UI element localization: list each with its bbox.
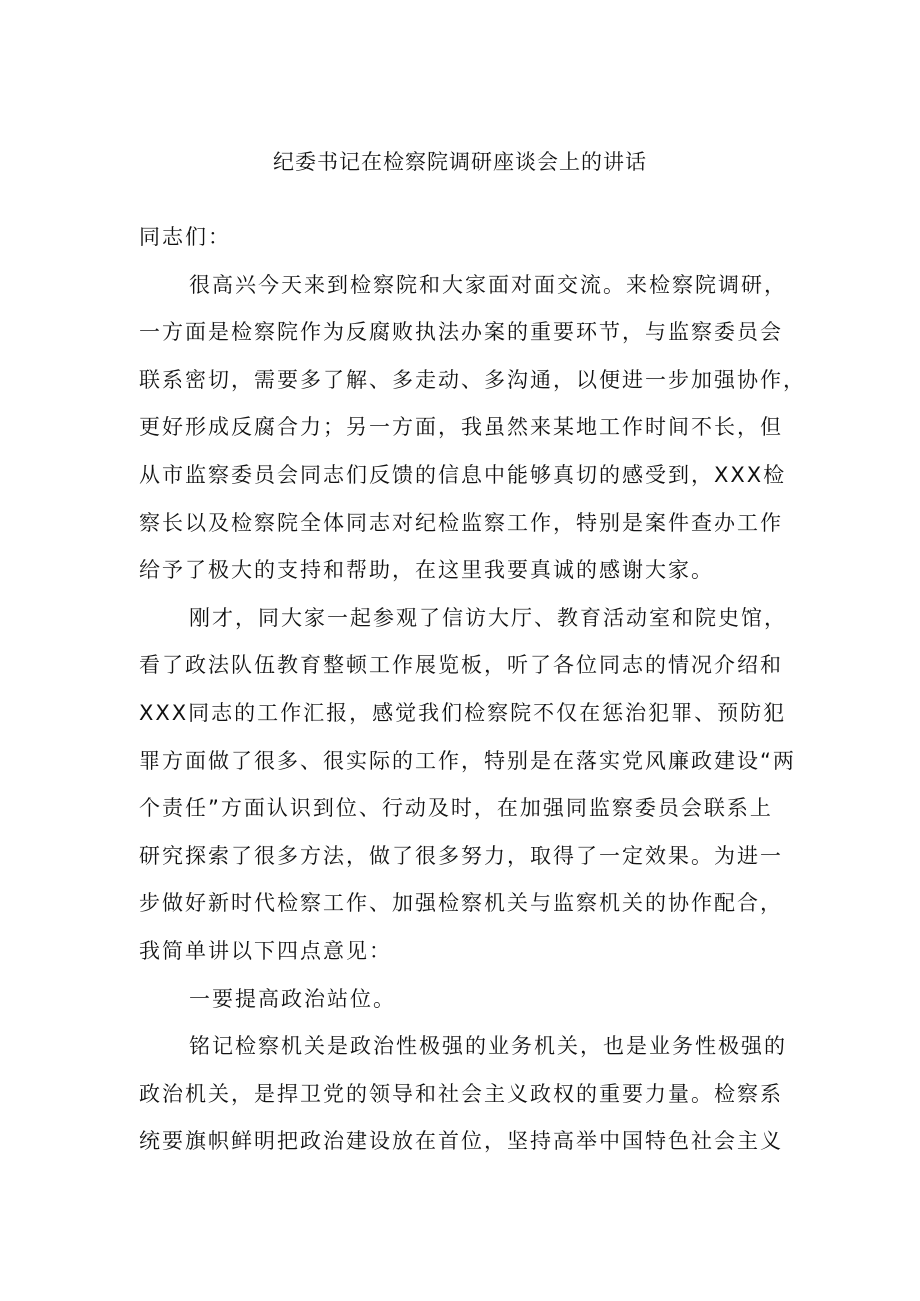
paragraph-line: 很高兴今天来到检察院和大家面对面交流。来检察院调研， bbox=[189, 272, 787, 297]
greeting-line: 同志们： bbox=[139, 225, 231, 249]
paragraph-line: 个责任”方面认识到位、行动及时，在加强同监察委员会联系上 bbox=[139, 796, 773, 821]
paragraph-line: 看了政法队伍教育整顿工作展览板，听了各位同志的情况介绍和 bbox=[139, 653, 783, 678]
paragraph-line: 研究探索了很多方法，做了很多努力，取得了一定效果。为进一 bbox=[139, 843, 783, 868]
paragraph-line: XXX同志的工作汇报，感觉我们检察院不仅在惩治犯罪、预防犯 bbox=[139, 700, 787, 725]
document-body bbox=[139, 214, 806, 1166]
paragraph-line: 更好形成反腐合力；另一方面，我虽然来某地工作时间不长，但 bbox=[139, 415, 783, 440]
section-heading-1 bbox=[139, 976, 794, 1024]
paragraph-line: 给予了极大的支持和帮助，在这里我要真诚的感谢大家。 bbox=[139, 558, 714, 583]
paragraph-3 bbox=[139, 1023, 794, 1166]
paragraph-1 bbox=[139, 262, 806, 595]
paragraph-line: 从市监察委员会同志们反馈的信息中能够真切的感受到，XXX检 bbox=[139, 462, 787, 487]
paragraph-line: 铭记检察机关是政治性极强的业务机关，也是业务性极强的 bbox=[189, 1034, 787, 1059]
document-title: 纪委书记在检察院调研座谈会上的讲话 bbox=[273, 150, 647, 174]
paragraph-2 bbox=[139, 595, 794, 976]
paragraph-line: 政治机关，是捍卫党的领导和社会主义政权的重要力量。检察系 bbox=[139, 1081, 783, 1106]
paragraph-line: 我简单讲以下四点意见： bbox=[139, 938, 392, 963]
paragraph-line: 罪方面做了很多、很实际的工作，特别是在落实党风廉政建设“两 bbox=[139, 748, 796, 773]
paragraph-line: 统要旗帜鲜明把政治建设放在首位，坚持高举中国特色社会主义 bbox=[139, 1129, 783, 1154]
paragraph-line: 联系密切，需要多了解、多走动、多沟通，以便进一步加强协作， bbox=[139, 367, 806, 392]
paragraph-line: 察长以及检察院全体同志对纪检监察工作，特别是案件查办工作 bbox=[139, 510, 783, 535]
paragraph-line: 步做好新时代检察工作、加强检察机关与监察机关的协作配合， bbox=[139, 891, 783, 916]
section-heading-line: 一要提高政治站位。 bbox=[189, 986, 396, 1011]
paragraph-line: 一方面是检察院作为反腐败执法办案的重要环节，与监察委员会 bbox=[139, 320, 783, 345]
greeting bbox=[139, 214, 794, 262]
paragraph-line: 刚才，同大家一起参观了信访大厅、教育活动室和院史馆， bbox=[189, 605, 787, 630]
